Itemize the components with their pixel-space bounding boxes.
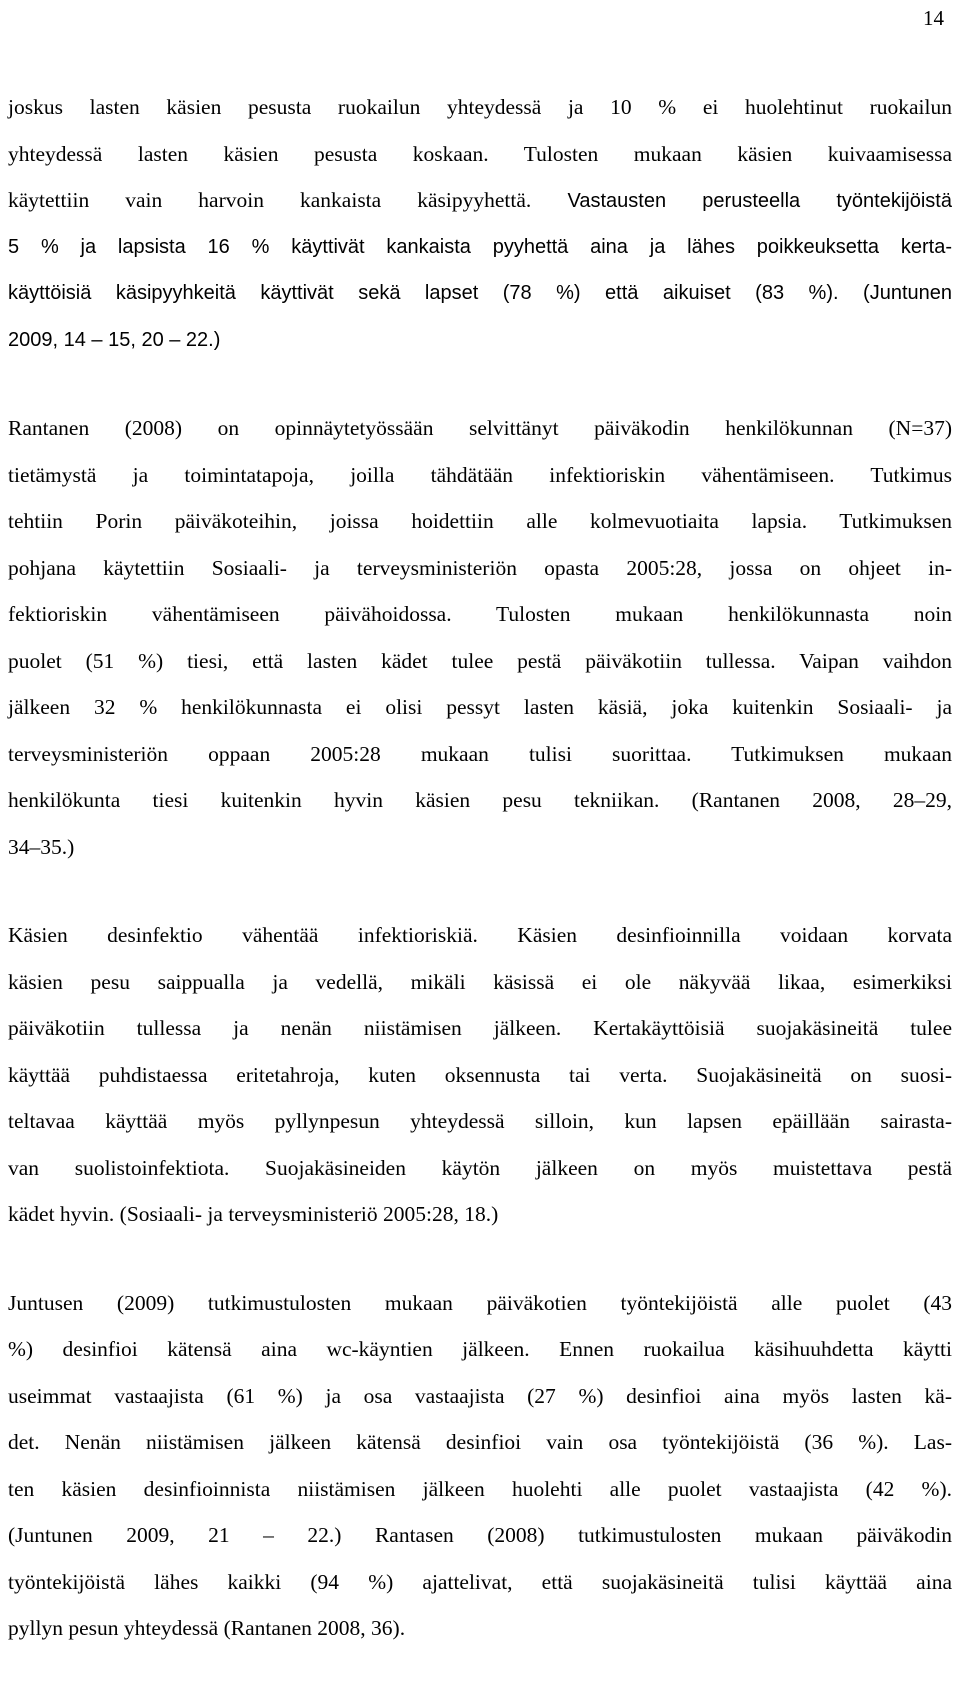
text-segment: käytettiin vain harvoin kankaista käsipyyhettä.: [8, 188, 532, 212]
text-line: teltavaa käyttää myös pyllynpesun yhteydessä silloin, kun lapsen epäillään sairasta-: [8, 1109, 952, 1133]
text-line: Juntusen (2009) tutkimustulosten mukaan päiväkotien työntekijöistä alle puolet (43: [8, 1290, 952, 1315]
text-line: useimmat vastaajista (61 %) ja osa vastaajista (27 %) desinfioi aina myös lasten kä-: [8, 1383, 952, 1408]
text-line: fektioriskin vähentämiseen päivähoidossa. Tulosten mukaan henkilökunnasta noin: [8, 602, 952, 626]
text-line: käyttää puhdistaessa eritetahroja, kuten oksennusta tai verta. Suojakäsineitä on suosi-: [8, 1062, 952, 1087]
paragraph-rantanen-study: [8, 405, 952, 870]
text-line: ten käsien desinfioinnista niistämisen jälkeen huolehti alle puolet vastaajista (42 %).: [8, 1476, 952, 1501]
paragraph-juntunen-results: [8, 1280, 952, 1652]
text-line: pyllyn pesun yhteydessä (Rantanen 2008, 36).: [8, 1616, 406, 1640]
paragraph-gap: [8, 363, 952, 405]
paragraph-hand-drying: [8, 84, 952, 363]
text-line: van suolistoinfektiota. Suojakäsineiden käytön jälkeen on myös muistettava pestä: [8, 1155, 952, 1180]
text-line: jälkeen 32 % henkilökunnasta ei olisi pessyt lasten käsiä, joka kuitenkin Sosiaali- ja: [8, 695, 952, 719]
text-line: yhteydessä lasten käsien pesusta koskaan. Tulosten mukaan käsien kuivaamisessa: [8, 141, 952, 166]
text-line: %) desinfioi kätensä aina wc-käyntien jälkeen. Ennen ruokailua käsihuuhdetta käytti: [8, 1337, 952, 1361]
text-line: käyttöisiä käsipyyhkeitä käyttivät sekä lapset (78 %) että aikuiset (83 %). (Juntunen: [8, 282, 952, 304]
paragraph-gap: [8, 1238, 952, 1280]
text-line: päiväkotiin tullessa ja nenän niistämisen jälkeen. Kertakäyttöisiä suojakäsineitä tulee: [8, 1016, 952, 1040]
paragraph-gap: [8, 870, 952, 912]
text-line: henkilökunta tiesi kuitenkin hyvin käsien pesu tekniikan. (Rantanen 2008, 28–29,: [8, 788, 952, 812]
text-line: joskus lasten käsien pesusta ruokailun yhteydessä ja 10 % ei huolehtinut ruokailun: [8, 95, 952, 119]
text-line: det. Nenän niistämisen jälkeen kätensä desinfioi vain osa työntekijöistä (36 %). Las-: [8, 1430, 952, 1454]
text-line: terveysministeriön oppaan 2005:28 mukaan tulisi suorittaa. Tutkimuksen mukaan: [8, 741, 952, 766]
text-line: [8, 177, 952, 224]
paragraph-hand-disinfection: [8, 912, 952, 1238]
text-line: 5 % ja lapsista 16 % käyttivät kankaista pyyhettä aina ja lähes poikkeuksetta kerta-: [8, 235, 952, 258]
text-line: pohjana käytettiin Sosiaali- ja terveysministeriön opasta 2005:28, jossa on ohjeet in-: [8, 555, 952, 580]
text-line: Käsien desinfektio vähentää infektioriskiä. Käsien desinfioinnilla voidaan korvata: [8, 923, 952, 947]
text-line: (Juntunen 2009, 21 – 22.) Rantasen (2008) tutkimustulosten mukaan päiväkodin: [8, 1523, 952, 1547]
text-line: Rantanen (2008) on opinnäytetyössään selvittänyt päiväkodin henkilökunnan (N=37): [8, 416, 952, 440]
document-body: [8, 84, 952, 1652]
text-line: 2009, 14 – 15, 20 – 22.): [8, 328, 221, 351]
text-line: tietämystä ja toimintatapoja, joilla tähdätään infektioriskin vähentämiseen. Tutkimus: [8, 462, 952, 487]
text-line: 34–35.): [8, 834, 75, 859]
text-segment: Vastausten perusteella työntekijöistä: [531, 190, 952, 212]
text-line: työntekijöistä lähes kaikki (94 %) ajattelivat, että suojakäsineitä tulisi käyttää aina: [8, 1569, 952, 1594]
page-number: 14: [923, 6, 944, 30]
text-line: puolet (51 %) tiesi, että lasten kädet tulee pestä päiväkotiin tullessa. Vaipan vaihdon: [8, 648, 952, 673]
text-line: kädet hyvin. (Sosiaali- ja terveysministeriö 2005:28, 18.): [8, 1202, 499, 1226]
text-line: tehtiin Porin päiväkoteihin, joissa hoidettiin alle kolmevuotiaita lapsia. Tutkimuksen: [8, 509, 952, 533]
text-line: käsien pesu saippualla ja vedellä, mikäli käsissä ei ole näkyvää likaa, esimerkiksi: [8, 969, 952, 994]
